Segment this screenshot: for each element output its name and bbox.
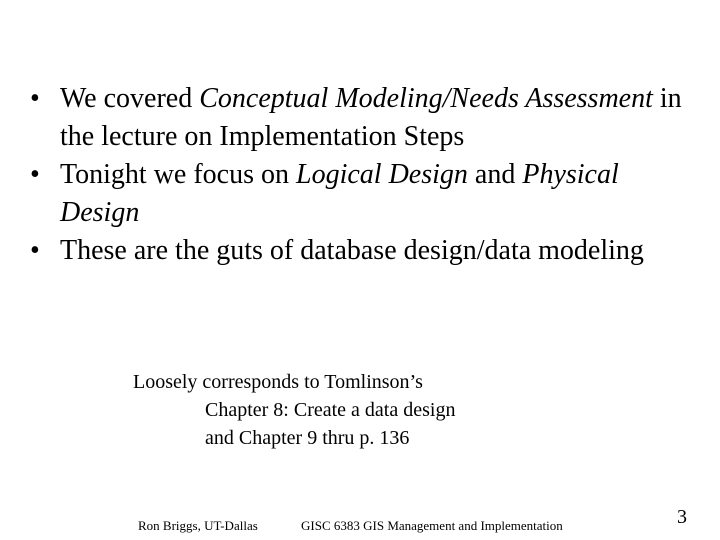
bullet-emphasis: Logical Design — [296, 159, 468, 190]
bullet-item-3 — [30, 232, 690, 270]
note-line-3: and Chapter 9 thru p. 136 — [205, 427, 410, 449]
bullet-emphasis: Conceptual Modeling/Needs Assessment — [199, 83, 653, 114]
footer-author: Ron Briggs, UT-Dallas — [138, 518, 258, 533]
note-line-2: Chapter 8: Create a data design — [205, 399, 456, 421]
bullet-item-1 — [30, 80, 690, 156]
bullet-dot: • — [30, 159, 40, 190]
bullet-text: and — [467, 159, 523, 190]
note-line-1: Loosely corresponds to Tomlinson’s — [133, 371, 423, 393]
bullet-emphasis: Physical Design — [60, 159, 619, 228]
bullet-text: These are the guts of database design/data modeling — [60, 235, 644, 266]
page-number: 3 — [677, 506, 687, 528]
bullet-text: We covered — [60, 83, 200, 114]
bullet-dot: • — [30, 235, 40, 266]
footer-course: GISC 6383 GIS Management and Implementation — [301, 518, 563, 533]
bullet-text: in the lecture on Implementation Steps — [60, 83, 682, 152]
reference-note — [133, 368, 613, 452]
bullet-list — [30, 80, 690, 270]
bullet-dot: • — [30, 83, 40, 114]
bullet-text: Tonight we focus on — [60, 159, 297, 190]
bullet-item-2 — [30, 156, 690, 232]
